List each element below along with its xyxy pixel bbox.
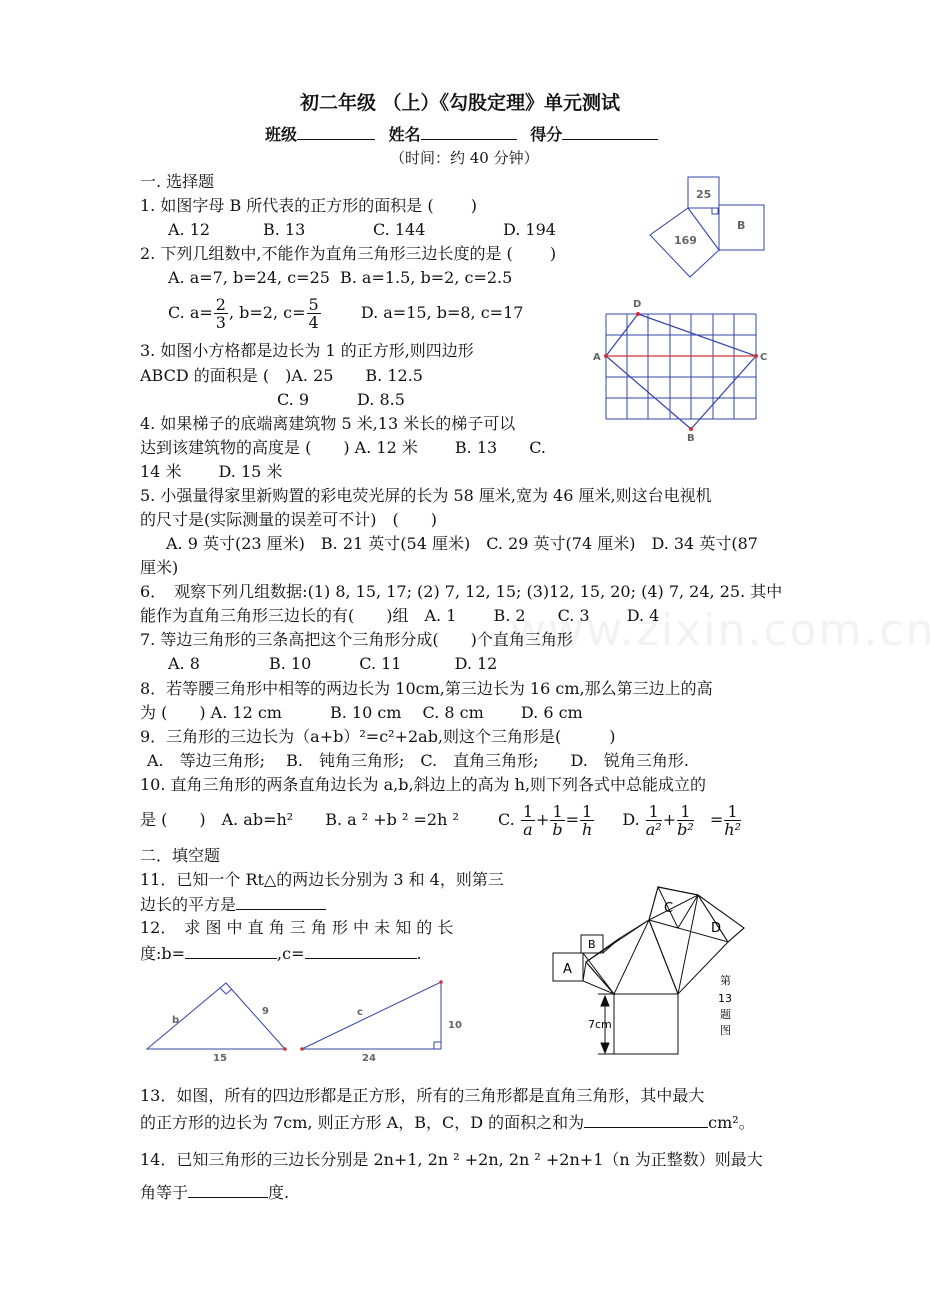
q5-line2: 的尺寸是(实际测量的误差可不计) ( ) <box>140 510 437 529</box>
q13-answer-blank[interactable] <box>584 1112 708 1128</box>
page-title: 初二年级 （上）《勾股定理》单元测试 <box>299 92 621 114</box>
fraction: $\frac{1}{a}$ <box>522 802 534 839</box>
q5-line1: 5. 小强量得家里新购置的彩电荧光屏的长为 58 厘米,宽为 46 厘米,则这台电视机 <box>140 486 712 505</box>
q4-line3: 14 米 D. 15 米 <box>140 462 283 481</box>
q8-line2: 为 ( ) A. 12 cm B. 10 cm C. 8 cm D. 6 cm <box>140 703 583 722</box>
q2-option-a: A. a=7, b=24, c=25 <box>168 268 330 287</box>
fraction: $\frac{1}{\text{h²}}$ <box>724 802 741 839</box>
q14-unit: 度. <box>268 1183 290 1202</box>
q1-option: B. 13 <box>263 220 306 239</box>
q13-text: 的正方形的边长为 7cm, 则正方形 A，B，C，D 的面积之和为 <box>140 1113 585 1132</box>
q13-line2 <box>140 1112 755 1133</box>
q1-options <box>168 220 556 240</box>
fig3-label-a: A <box>593 352 601 363</box>
q1-option: A. 12 <box>168 220 211 239</box>
fig12-label-10: 10 <box>448 1020 462 1031</box>
q10-options-ab: 是 ( ) A. ab=h² B. a ² +b ² =2h ² <box>140 810 459 829</box>
time-note: （时间：约 40 分钟） <box>390 149 539 167</box>
q14-answer-blank[interactable] <box>188 1182 268 1198</box>
name-label: 姓名 <box>388 125 421 144</box>
fig13-caption: 图 <box>720 1024 731 1037</box>
fraction: $\frac{2}{3}$ <box>215 295 226 332</box>
fig1-label-169: 169 <box>674 234 697 247</box>
fraction: $\frac{1}{\text{b²}}$ <box>677 802 694 839</box>
q12-line1: 12． 求 图 中 直 角 三 角 形 中 未 知 的 长 <box>140 918 454 937</box>
fig13-label-a: A <box>563 962 572 977</box>
q13-line1: 13．如图，所有的四边形都是正方形，所有的三角形都是直角三角形，其中最大 <box>140 1086 705 1105</box>
q4-line1: 4. 如果梯子的底端离建筑物 5 米,13 米长的梯子可以 <box>140 414 516 433</box>
fig13-label-length: 7cm <box>588 1018 612 1031</box>
plus-sign: + <box>662 810 677 829</box>
fig13-caption: 13 <box>718 992 732 1005</box>
q12-answer-c[interactable] <box>305 943 417 959</box>
fig13-label-b: B <box>588 938 596 951</box>
q12-line2 <box>140 943 422 964</box>
q11-text: 边长的平方是 <box>140 895 237 914</box>
q1-stem: 1. 如图字母 B 所代表的正方形的面积是 ( ) <box>140 196 477 215</box>
q10-line2 <box>140 800 742 840</box>
fig3-label-b: B <box>687 433 695 444</box>
q2-options-ab <box>168 268 512 288</box>
fig1-label-25: 25 <box>696 188 712 201</box>
q12-period: . <box>416 944 422 963</box>
fig13-label-d: D <box>711 921 722 936</box>
fig12-label-b: b <box>172 1015 180 1026</box>
q14-line2 <box>140 1182 289 1203</box>
q8-line1: 8．若等腰三角形中相等的两边长为 10cm,第三边长为 16 cm,那么第三边上的高 <box>140 679 713 698</box>
fig12-label-15: 15 <box>213 1053 227 1064</box>
score-label: 得分 <box>530 125 563 144</box>
name-field[interactable] <box>421 124 517 140</box>
q11-line2 <box>140 894 326 915</box>
q11-line1: 11．已知一个 Rt△的两边长分别为 3 和 4，则第三 <box>140 870 504 889</box>
q1-option: C. 144 <box>373 220 426 239</box>
fraction: $\frac{1}{h}$ <box>581 802 593 839</box>
plus-sign: + <box>536 810 550 829</box>
fig13-label-c: C <box>664 901 674 916</box>
q2-option-d: D. a=15, b=8, c=17 <box>360 303 524 322</box>
fraction: $\frac{5}{4}$ <box>308 295 319 332</box>
q3-line1: 3. 如图小方格都是边长为 1 的正方形,则四边形 <box>140 341 474 360</box>
q2-option-c: C. a= <box>168 303 213 322</box>
q2-stem: 2. 下列几组数中,不能作为直角三角形三边长度的是 ( ) <box>140 244 557 263</box>
q7-options: A. 8 B. 10 C. 11 D. 12 <box>168 654 498 673</box>
q9-stem: 9．三角形的三边长为（a+b）²=c²+2ab,则这个三角形是( ) <box>140 727 616 746</box>
class-field[interactable] <box>297 124 375 140</box>
q12-text-c: ,c= <box>277 944 305 963</box>
fig12-label-c: c <box>357 1007 363 1018</box>
q12-text-b: 度:b= <box>140 944 186 963</box>
q13-unit: cm²。 <box>708 1113 755 1132</box>
q10-line1: 10. 直角三角形的两条直角边长为 a,b,斜边上的高为 h,则下列各式中总能成立的 <box>140 775 707 794</box>
equals-sign: = <box>709 810 724 829</box>
q5-line4: 厘米) <box>140 558 179 577</box>
q6-line1: 6． 观察下列几组数据:(1) 8, 15, 17; (2) 7, 12, 15; (3)12, 15, 20; (4) 7, 24, 25. 其中 <box>140 582 783 601</box>
fig3-grid <box>590 295 775 445</box>
q5-options: A. 9 英寸(23 厘米) B. 21 英寸(54 厘米) C. 29 英寸(74 厘米) D. 34 英寸(87 <box>166 534 758 553</box>
fig13-caption: 题 <box>720 1008 731 1021</box>
fig1-label-b: B <box>737 219 746 232</box>
q14-line1: 14．已知三角形的三边长分别是 2n+1, 2n ² +2n, 2n ² +2n+1（n 为正整数）则最大 <box>140 1150 763 1169</box>
score-field[interactable] <box>562 124 658 140</box>
q12-answer-b[interactable] <box>185 943 277 959</box>
fig12-label-9: 9 <box>262 1006 269 1017</box>
fraction: $\frac{1}{\text{a²}}$ <box>645 802 662 839</box>
fig13-squares <box>548 880 763 1060</box>
q11-answer-blank[interactable] <box>236 894 326 910</box>
equals-sign: = <box>565 810 580 829</box>
fig3-label-d: D <box>633 299 642 310</box>
q2-options-cd <box>168 293 523 333</box>
fraction: $\frac{1}{b}$ <box>552 802 563 839</box>
fig13-caption: 第 <box>720 974 731 987</box>
watermark: www.zixin.com.cn <box>510 605 935 656</box>
q2-option-c-mid: , b=2, c= <box>228 303 306 322</box>
fig3-label-c: C <box>760 352 768 363</box>
q3-line3: C. 9 D. 8.5 <box>277 390 405 409</box>
q14-text: 角等于 <box>140 1183 189 1202</box>
q4-line2: 达到该建筑物的高度是 ( ) A. 12 米 B. 13 C. <box>140 438 546 457</box>
q10-option-d: D. <box>622 810 640 829</box>
q10-option-c: C. <box>497 810 515 829</box>
section-fill: 二．填空题 <box>140 846 221 865</box>
class-label: 班级 <box>265 125 298 144</box>
q7-stem: 7. 等边三角形的三条高把这个三角形分成( )个直角三角形 <box>140 630 573 649</box>
q2-option-b: B. a=1.5, b=2, c=2.5 <box>340 268 513 287</box>
fig12-triangles <box>140 972 460 1064</box>
q1-option: D. 194 <box>503 220 556 239</box>
section-choice: 一. 选择题 <box>140 172 215 191</box>
q9-options: A. 等边三角形; B. 钝角三角形; C. 直角三角形; D. 锐角三角形. <box>147 751 689 770</box>
q6-line2: 能作为直角三角形三边长的有( )组 A. 1 B. 2 C. 3 D. 4 <box>140 606 660 625</box>
fig12-label-24: 24 <box>362 1053 376 1064</box>
q3-line2: ABCD 的面积是 ( )A. 25 B. 12.5 <box>140 366 423 385</box>
student-info-row <box>265 124 658 145</box>
fig1-squares <box>640 170 780 285</box>
